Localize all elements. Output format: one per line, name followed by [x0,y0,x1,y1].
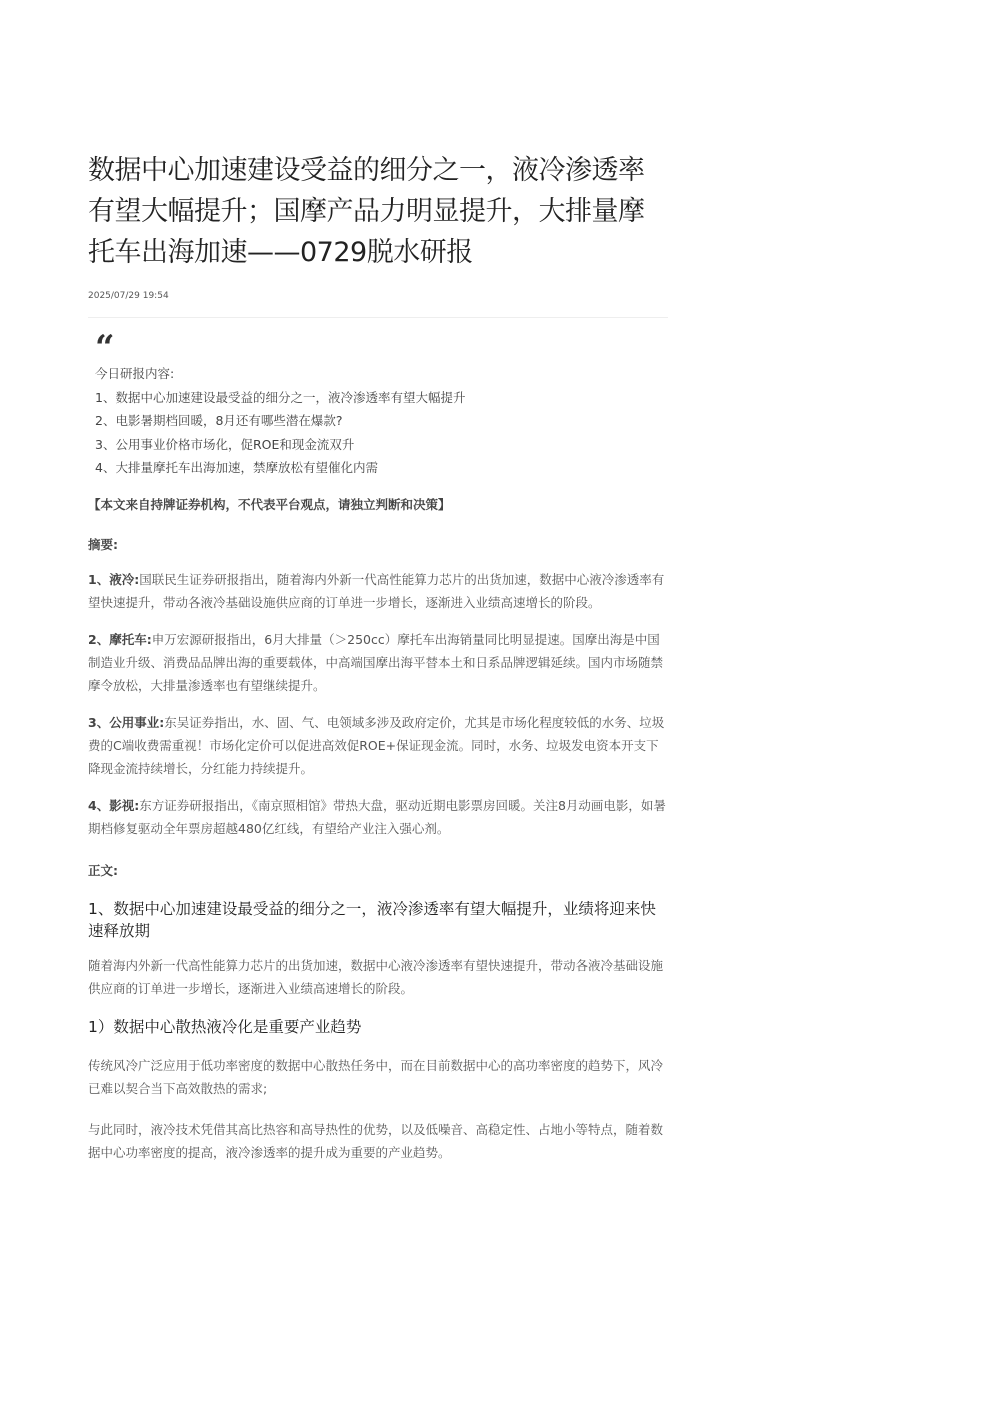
summary-paragraph-label: 2、摩托车: [88,631,152,647]
summary-paragraph [88,628,668,697]
quote-item: 2、电影暑期档回暖，8月还有哪些潜在爆款? [95,413,343,428]
summary-paragraph-label: 1、液冷: [88,571,140,587]
summary-paragraph [88,568,668,614]
summary-paragraph [88,711,668,780]
section-paragraph: 随着海内外新一代高性能算力芯片的出货加速，数据中心液冷渗透率有望快速提升，带动各液冷基础设施供应商的订单进一步增长，逐渐进入业绩高速增长的阶段。 [88,958,664,997]
article-title: 数据中心加速建设受益的细分之一，液冷渗透率有望大幅提升；国摩产品力明显提升，大排量摩托车出海加速——0729脱水研报 [88,155,645,268]
quote-open-icon: “ [95,334,112,356]
summary-paragraph-text: 东方证券研报指出，《南京照相馆》带热大盘，驱动近期电影票房回暖。关注8月动画电影，如暑期档修复驱动全年票房超越480亿红线，有望给产业注入强心剂。 [88,797,666,836]
body-label: 正文: [88,862,118,878]
quote-item: 4、大排量摩托车出海加速，禁摩放松有望催化内需 [95,460,378,475]
title-divider [88,317,668,318]
subsection-heading: 1）数据中心散热液冷化是重要产业趋势 [88,1018,362,1037]
section-heading: 1、数据中心加速建设最受益的细分之一，液冷渗透率有望大幅提升，业绩将迎来快速释放期 [88,899,656,940]
disclaimer: 【本文来自持牌证券机构，不代表平台观点，请独立判断和决策】 [88,496,451,512]
summary-paragraph-text: 申万宏源研报指出，6月大排量（＞250cc）摩托车出海销量同比明显提速。国摩出海是中国制造业升级、消费品品牌出海的重要载体，中高端国摩出海平替本土和日系品牌逻辑延续。国内市场随禁摩令放松，大排量渗透率也有望继续提升。 [88,631,664,693]
article [88,150,668,1164]
summary-paragraph-label: 4、影视: [88,797,140,813]
summary-paragraph [88,794,668,840]
quote-intro: 今日研报内容: [95,366,175,381]
subsection-paragraph: 与此同时，液冷技术凭借其高比热容和高导热性的优势，以及低噪音、高稳定性、占地小等特点，随着数据中心功率密度的提高，液冷渗透率的提升成为重要的产业趋势。 [88,1122,664,1161]
summary-label: 摘要: [88,536,118,552]
summary-paragraph-text: 国联民生证券研报指出，随着海内外新一代高性能算力芯片的出货加速，数据中心液冷渗透率有望快速提升，带动各液冷基础设施供应商的订单进一步增长，逐渐进入业绩高速增长的阶段。 [88,571,665,610]
summary-paragraph-text: 东吴证券指出，水、固、气、电领域多涉及政府定价，尤其是市场化程度较低的水务、垃圾费的C端收费需重视！市场化定价可以促进高效促ROE+保证现金流。同时，水务、垃圾发电资本开支下降现金流持续增长，分红能力持续提升。 [88,714,665,776]
subsection-paragraph: 传统风冷广泛应用于低功率密度的数据中心散热任务中，而在目前数据中心的高功率密度的趋势下，风冷已难以契合当下高效散热的需求; [88,1058,664,1097]
quote-item: 3、公用事业价格市场化，促ROE和现金流双升 [95,436,355,452]
quote-item: 1、数据中心加速建设最受益的细分之一，液冷渗透率有望大幅提升 [95,389,466,405]
publish-time: 2025/07/29 19:54 [88,291,169,301]
quote-block [88,334,668,480]
summary-paragraph-label: 3、公用事业: [88,714,165,730]
